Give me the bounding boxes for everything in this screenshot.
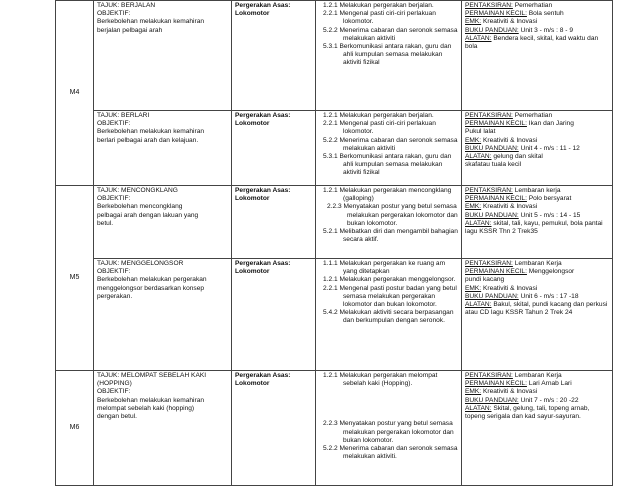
emk-value: Kreativiti & Inovasi (482, 203, 538, 211)
permainan-label: PERMAINAN KECIL: (465, 380, 527, 388)
buku-label: BUKU PANDUAN: (465, 211, 519, 219)
permainan-value: Polo bersyarat (528, 195, 572, 203)
movement-type: Lokomotor (235, 195, 270, 203)
tools-line (465, 35, 609, 51)
buku-label: BUKU PANDUAN: (465, 144, 519, 152)
standard-item: 5.2.1 Melibatkan diri dan mengambil bahagian secara aktif. (323, 228, 458, 244)
table-row (56, 1, 613, 111)
game-line (465, 380, 609, 388)
objective-text: pergerakan. (97, 292, 133, 300)
table-row (56, 371, 613, 486)
permainan-label: PERMAINAN KECIL: (465, 195, 527, 203)
pentaksiran-value: Pemerhatian (514, 112, 553, 119)
emk-value: Kreativiti & Inovasi (482, 284, 538, 292)
alatan-value: Bendera kecil, skital, kad waktu dan bola (465, 34, 599, 51)
guide-line (465, 27, 609, 35)
movement-cell (232, 186, 316, 259)
objective-text: Berkebolehan melakukan kemahiran (97, 18, 205, 26)
buku-value: Unit 5 - m/s : 14 - 15 (520, 211, 581, 219)
standard-item: 1.2.1 Melakukan pergerakan mencongklang (galloping) (323, 187, 452, 203)
buku-label: BUKU PANDUAN: (465, 292, 519, 300)
tools-line (465, 220, 609, 236)
lesson-plan-table (55, 0, 613, 486)
emk-line (465, 285, 609, 293)
alatan-label: ALATAN: (465, 34, 492, 42)
standard-item: 5.2.2 Menerima cabaran dan seronok semasa melakukan aktiviti (323, 26, 458, 42)
assessment-cell (462, 111, 613, 186)
pentaksiran-label: PENTAKSIRAN: (465, 112, 513, 119)
pentaksiran-value: Lembaran Kerja (514, 372, 562, 379)
topic-cell (94, 371, 232, 486)
emk-label: EMK: (465, 203, 482, 211)
topic-title: TAJUK: MENGGELONGSOR (97, 260, 184, 267)
standard-item: 1.2.1 Melakukan pergerakan menggelongsor. (323, 276, 456, 284)
standard-item: 2.2.1 Mengenal pasti ciri-ciri perlakuan lokomotor. (323, 120, 436, 136)
standard-item: 5.3.1 Berkomunikasi antara rakan, guru dan ahli kumpulan semasa melakukan aktiviti fizikal (323, 43, 452, 67)
tools-extra-line: skafatau tuala kecil (465, 161, 522, 169)
buku-label: BUKU PANDUAN: (465, 26, 519, 34)
assessment-line (465, 2, 609, 10)
movement-cell (232, 111, 316, 186)
permainan-value: Ikan dan Jaring (528, 120, 574, 128)
objective-text: Berkebolehan mencongklang (97, 203, 183, 211)
week-cell: M5 (56, 186, 94, 371)
buku-value: Unit 6 - m/s : 17 -18 (520, 292, 579, 300)
topic-title: TAJUK: MENCONGKLANG (97, 187, 178, 194)
topic-title: TAJUK: BERJALAN (97, 2, 156, 9)
permainan-value: Menggelongsor (528, 268, 575, 276)
movement-cell (232, 371, 316, 486)
permainan-label: PERMAINAN KECIL: (465, 10, 527, 18)
topic-cell (94, 1, 232, 111)
assessment-line (465, 372, 609, 380)
standards-cell (316, 259, 462, 371)
emk-line (465, 388, 609, 396)
movement-cell (232, 259, 316, 371)
pentaksiran-value: Pemerhatian (514, 2, 553, 9)
guide-line (465, 145, 609, 153)
emk-label: EMK: (465, 18, 482, 26)
standard-item: 1.2.1 Melakukan pergerakan melompat sebelah kaki (Hopping). (323, 372, 438, 388)
standard-item: 1.2.1 Melakukan pergerakan berjalan. (323, 2, 434, 9)
standard-item: 5.2.2 Menerima cabaran dan seronok semasa melakukan aktiviti. (323, 445, 458, 461)
pentaksiran-label: PENTAKSIRAN: (465, 260, 513, 267)
topic-title: TAJUK: BERLARI (97, 112, 150, 119)
game-line (465, 268, 609, 276)
alatan-value: skital, tali, kayu, pemukul, bola pantai lagu KSSR Thn 2 Trek35 (465, 219, 603, 236)
objective-label: OBJEKTIF: (97, 120, 131, 128)
assessment-line (465, 112, 609, 120)
spacer (319, 404, 458, 420)
emk-label: EMK: (465, 136, 482, 144)
game-extra-line: Pukul lalat (465, 128, 496, 136)
movement-type: Lokomotor (235, 10, 270, 18)
alatan-value: Bakul, skital, pundi kacang dan perkusi atau CD lagu KSSR Tahun 2 Trek 24 (465, 301, 608, 317)
table-row (56, 111, 613, 186)
alatan-value: Skital, gelung, tali, topeng arnab, topeng serigala dan kad sayur-sayuran. (465, 404, 590, 421)
pentaksiran-label: PENTAKSIRAN: (465, 2, 513, 9)
standard-item: 5.3.1 Berkomunikasi antara rakan, guru dan ahli kumpulan semasa melakukan aktiviti fizikal (323, 153, 452, 177)
topic-title: TAJUK: MELOMPAT SEBELAH KAKI (97, 372, 207, 379)
guide-line (465, 212, 609, 220)
objective-label: OBJEKTIF: (97, 10, 131, 18)
buku-value: Unit 4 - m/s : 11 - 12 (520, 144, 580, 152)
alatan-value: gelung dan skital (493, 153, 543, 161)
tools-line (465, 301, 609, 317)
pentaksiran-label: PENTAKSIRAN: (465, 187, 513, 194)
standards-cell (316, 186, 462, 259)
assessment-line (465, 187, 609, 195)
movement-type: Lokomotor (235, 268, 270, 276)
emk-line (465, 203, 609, 211)
objective-text: berjalan pelbagai arah (97, 26, 163, 34)
lesson-plan-body (56, 1, 613, 486)
movement-type: Lokomotor (235, 120, 270, 128)
standard-item: 5.4.2 Melakukan aktiviti secara berpasangan dan berkumpulan dengan seronok. (323, 309, 454, 325)
permainan-label: PERMAINAN KECIL: (465, 120, 527, 128)
guide-line (465, 397, 609, 405)
emk-value: Kreativiti & Inovasi (482, 18, 538, 26)
permainan-value: Lari Arnab Lari (528, 380, 572, 388)
game-line (465, 195, 609, 203)
movement-type: Lokomotor (235, 380, 270, 388)
topic-subtitle: (HOPPING) (97, 380, 132, 388)
game-extra-line: pundi kacang (465, 276, 505, 284)
movement-cell (232, 1, 316, 111)
permainan-label: PERMAINAN KECIL: (465, 268, 527, 276)
standard-item: 1.2.1 Melakukan pergerakan berjalan. (323, 112, 434, 119)
assessment-cell (462, 371, 613, 486)
alatan-label: ALATAN: (465, 301, 492, 309)
week-cell: M6 (56, 371, 94, 486)
week-cell: M4 (56, 1, 94, 186)
buku-value: Unit 3 - m/s : 8 - 9 (520, 26, 573, 34)
emk-label: EMK: (465, 284, 482, 292)
standard-item: 2.2.3 Menyatakan postur yang betul semasa melakukan pergerakan lokomotor dan bukan lokomotor. (327, 203, 458, 227)
assessment-cell (462, 1, 613, 111)
objective-text: menggelongsor berdasarkan konsep (97, 284, 205, 292)
game-line (465, 120, 609, 128)
objective-label: OBJEKTIF: (97, 268, 131, 276)
objective-text: dengan betul. (97, 413, 137, 421)
standard-item: 1.1.1 Melakukan pergerakan ke ruang am yang ditetapkan (323, 260, 446, 276)
movement-label: Pergerakan Asas: (235, 372, 291, 379)
permainan-value: Bola sentuh (528, 10, 564, 18)
buku-label: BUKU PANDUAN: (465, 396, 519, 404)
assessment-line (465, 260, 609, 268)
emk-line (465, 18, 609, 26)
guide-line (465, 293, 609, 301)
topic-cell (94, 111, 232, 186)
pentaksiran-value: Lembaran Kerja (514, 260, 562, 267)
movement-label: Pergerakan Asas: (235, 112, 291, 119)
standards-cell (316, 371, 462, 486)
objective-text: Berkebolehan melakukan kemahiran (97, 396, 205, 404)
alatan-label: ALATAN: (465, 153, 492, 161)
emk-line (465, 137, 609, 145)
pentaksiran-value: Lembaran kerja (514, 187, 561, 194)
movement-label: Pergerakan Asas: (235, 187, 291, 194)
standard-item: 2.2.1 Mengenal pasti ciri-ciri perlakuan lokomotor. (323, 10, 436, 26)
objective-text: pelbagai arah dengan lakuan yang (97, 211, 199, 219)
standard-item: 2.2.1 Mengenal pasti postur badan yang betul semasa melakukan pergerakan lokomotor dan bukan lokomotor. (323, 284, 457, 309)
standards-cell (316, 1, 462, 111)
movement-label: Pergerakan Asas: (235, 260, 291, 267)
objective-label: OBJEKTIF: (97, 388, 131, 396)
topic-cell (94, 259, 232, 371)
game-line (465, 10, 609, 18)
objective-label: OBJEKTIF: (97, 195, 131, 203)
table-row (56, 259, 613, 371)
tools-line (465, 405, 609, 421)
objective-text: Berkebolehan melakukan kemahiran (97, 128, 205, 136)
objective-text: melompat sebelah kaki (hopping) (97, 404, 195, 412)
standard-item: 5.2.2 Menerima cabaran dan seronok semasa melakukan aktiviti (323, 136, 458, 152)
table-row (56, 186, 613, 259)
objective-text: betul. (97, 219, 114, 227)
assessment-cell (462, 259, 613, 371)
emk-value: Kreativiti & Inovasi (482, 136, 538, 144)
assessment-cell (462, 186, 613, 259)
movement-label: Pergerakan Asas: (235, 2, 291, 9)
standard-item: 2.2.3 Menyatakan postur yang betul semasa melakukan pergerakan lokomotor dan bukan lokomotor. (323, 420, 454, 444)
pentaksiran-label: PENTAKSIRAN: (465, 372, 513, 379)
emk-value: Kreativiti & Inovasi (482, 388, 538, 396)
spacer (319, 388, 458, 404)
emk-label: EMK: (465, 388, 482, 396)
tools-line (465, 153, 609, 161)
objective-text: Berkebolehan melakukan pergerakan (97, 276, 207, 284)
alatan-label: ALATAN: (465, 219, 492, 227)
objective-text: berlari pelbagai arah dan kelajuan. (97, 136, 199, 144)
topic-cell (94, 186, 232, 259)
buku-value: Unit 7 - m/s : 20 -22 (520, 396, 579, 404)
alatan-label: ALATAN: (465, 404, 492, 412)
standards-cell (316, 111, 462, 186)
